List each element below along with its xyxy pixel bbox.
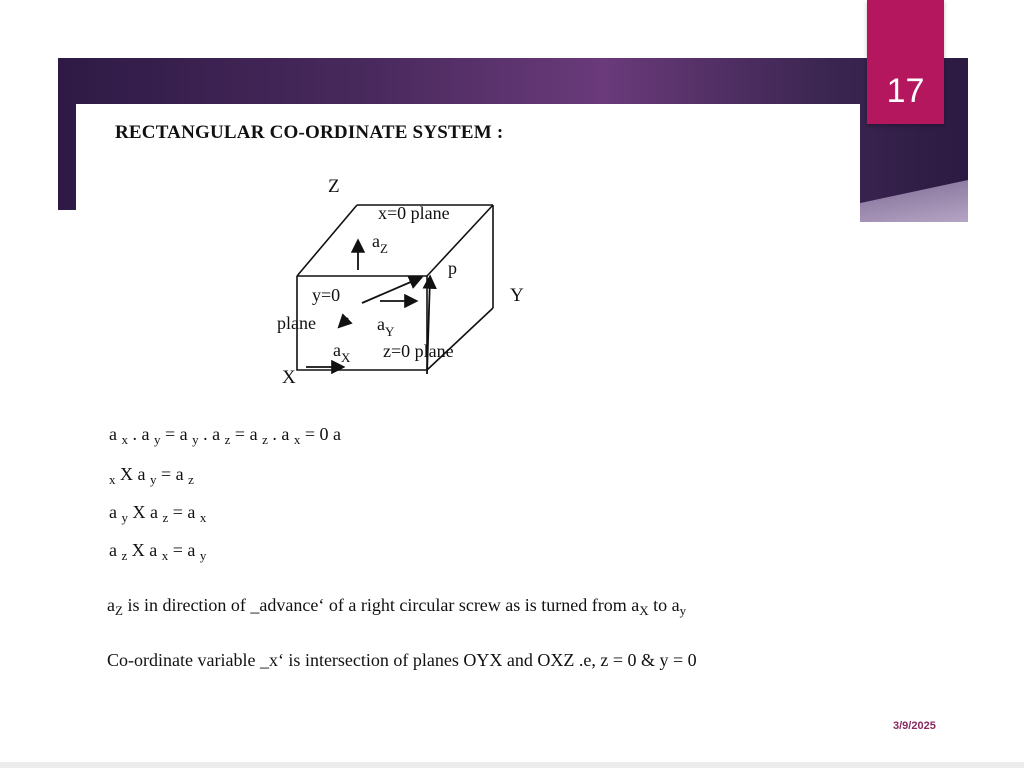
ay-label: $a_Y$ [377,314,395,339]
y-axis-label: Y [510,285,524,306]
z-plane-label: z=0 plane [383,341,454,361]
x-plane-label: x=0 plane [378,203,450,223]
point-p-label: p [448,258,457,278]
z-axis-label: Z [328,176,340,197]
p-position-arrow [362,278,420,303]
screw-rule-statement: $a_Z$ is in direction of _advance‘ of a right circular screw as is turned from $a_X$ to $a_y$ [107,595,687,618]
equation-dot-products: a $_x$ . a $_y$ = a $_y$ . a $_z$ = a $_z$ . a $_x$ = 0 a [109,424,341,447]
slide-title: RECTANGULAR CO-ORDINATE SYSTEM : [115,122,504,143]
cube-edge-top-left [297,205,357,276]
y-plane-arrow [340,318,348,326]
equation-cross-x-y: $_x$ X a $_y$ = a $_z$ [109,464,194,487]
coordinate-variable-statement: Co-ordinate variable _x‘ is intersection of planes OYX and OXZ .e, z = 0 & y = 0 [107,650,697,670]
az-label: $a_Z$ [372,231,388,256]
equation-cross-y-z: a $_y$ X a $_z$ = a $_x$ [109,502,207,525]
bottom-bar [0,762,1024,768]
slide-date: 3/9/2025 [893,720,936,732]
y-plane-label-1: y=0 [312,285,341,305]
ax-label: $a_X$ [333,340,351,365]
slide-number: 17 [886,72,925,110]
x-axis-label: X [282,367,296,388]
coordinate-cube-diagram [270,168,540,390]
equation-cross-z-x: a $_z$ X a $_x$ = a $_y$ [109,540,207,563]
slide-number-box [867,0,944,124]
y-plane-label-2: plane [277,313,316,333]
